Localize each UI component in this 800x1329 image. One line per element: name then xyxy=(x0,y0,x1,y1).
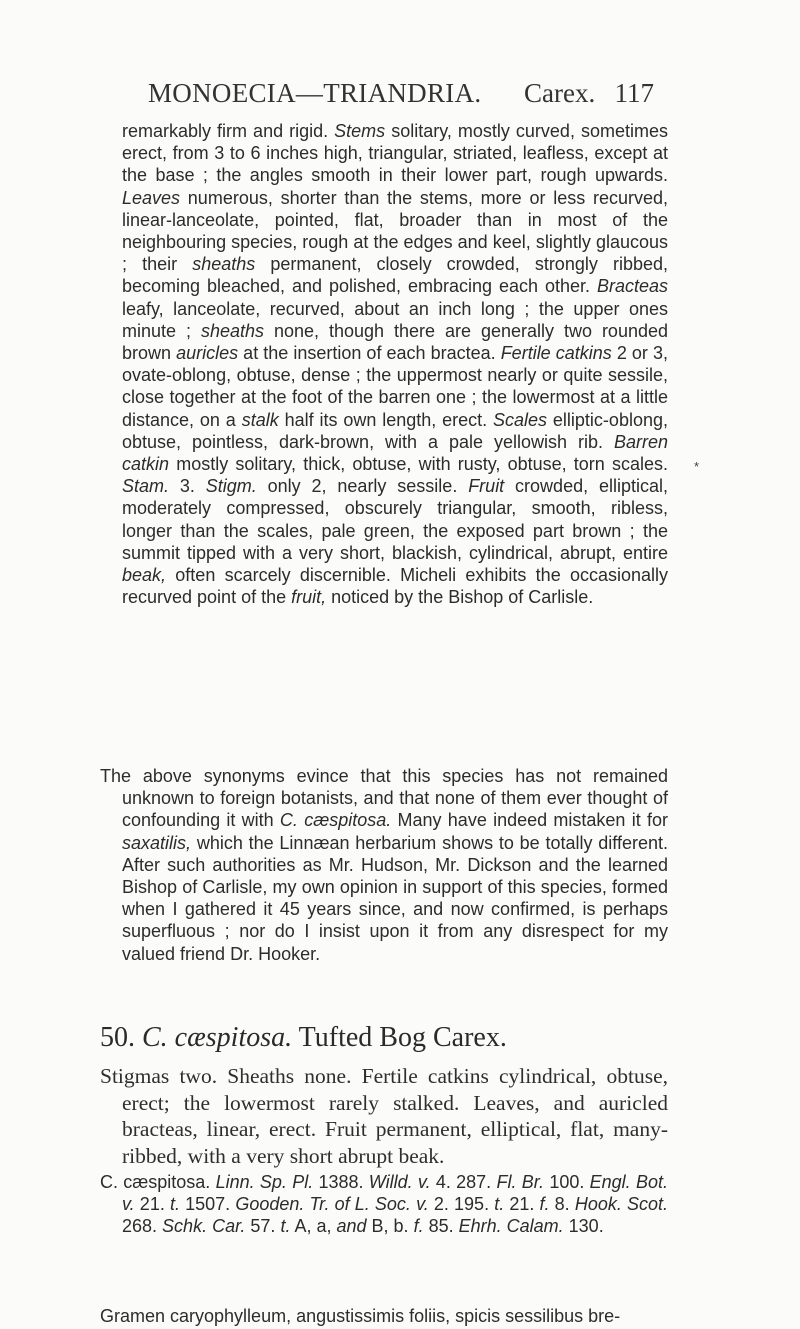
description-paragraph: remarkably firm and rigid. Stems solitary, mostly curved, sometimes erect, from 3 to 6 inches high, triangular, striated, leafless, except at the base ; the angles smooth in their lower part, rough upwards. Leaves numerous, shorter than the stems, more or less recurved, linear-lanceolate, pointed, flat, broader than in most of the neighbouring species, rough at the edges and keel, slightly glaucous ; their sheaths permanent, closely crowded, strongly ribbed, becoming bleached, and polished, embracing each other. Bracteas leafy, lanceolate, recurved, about an inch long ; the upper ones minute ; sheaths none, though there are generally two rounded brown auricles at the insertion of each bractea. Fertile catkins 2 or 3, ovate-oblong, obtuse, dense ; the uppermost nearly or quite sessile, close together at the foot of the barren one ; the lowermost at a little distance, on a stalk half its own length, erect. Scales elliptic-oblong, obtuse, pointless, dark-brown, with a pale yellowish rib. Barren catkin mostly solitary, thick, obtuse, with rusty, obtuse, torn scales. Stam. 3. Stigm. only 2, nearly sessile. Fruit crowded, elliptical, moderately compressed, obscurely triangular, smooth, ribless, longer than the scales, pale green, the exposed part brown ; the summit tipped with a very short, blackish, cylindrical, abrupt, entire beak, often scarcely discernible. Micheli exhibits the occasionally recurved point of the fruit, noticed by the Bishop of Carlisle. xyxy=(122,121,668,608)
species-heading xyxy=(100,1022,507,1054)
synonymy-references xyxy=(100,1171,668,1238)
diagnosis-text: Stigmas two. Sheaths none. Fertile catkins cylindrical, obtuse, erect; the lowermost rarely stalked. Leaves, and auricled bracteas, linear, erect. Fruit permanent, elliptical, flat, many-ribbed, with a very short abrupt beak. xyxy=(100,1064,668,1168)
species-diagnosis xyxy=(100,1063,668,1169)
gramen-line: Gramen caryophylleum, angustissimis foliis, spicis sessilibus bre- xyxy=(100,1306,621,1326)
species-number: 50. xyxy=(100,1022,135,1053)
species-common-name: Tufted Bog Carex. xyxy=(298,1022,507,1053)
remarks-paragraph: The above synonyms evince that this species has not remained unknown to foreign botanists, and that none of them ever thought of confounding it with C. cæspitosa. Many have indeed mistaken it for saxatilis, which the Linnæan herbarium shows to be totally different. After such authorities as Mr. Hudson, Mr. Dickson and the learned Bishop of Carlisle, my own opinion in support of this species, formed when I gathered it 45 years since, and now confirmed, is perhaps superfluous ; nor do I insist upon it from any disrespect for my valued friend Dr. Hooker. xyxy=(100,766,668,964)
remarks-section xyxy=(100,765,668,965)
species-binomial: C. cæspitosa. xyxy=(142,1022,293,1053)
running-title: MONOECIA—TRIANDRIA. xyxy=(148,78,482,108)
species-description xyxy=(122,120,668,608)
page-number: 117 xyxy=(614,78,654,108)
running-genus: Carex. xyxy=(524,78,596,108)
references-paragraph: C. cæspitosa. Linn. Sp. Pl. 1388. Willd. v. 4. 287. Fl. Br. 100. Engl. Bot. v. 21. t. 1507. Gooden. Tr. of L. Soc. v. 2. 195. t. 21. f. 8. Hook. Scot. 268. Schk. Car. 57. t. A, a, and B, b. f. 85. Ehrh. Calam. 130. xyxy=(100,1172,669,1237)
marginal-mark: * xyxy=(694,459,700,474)
